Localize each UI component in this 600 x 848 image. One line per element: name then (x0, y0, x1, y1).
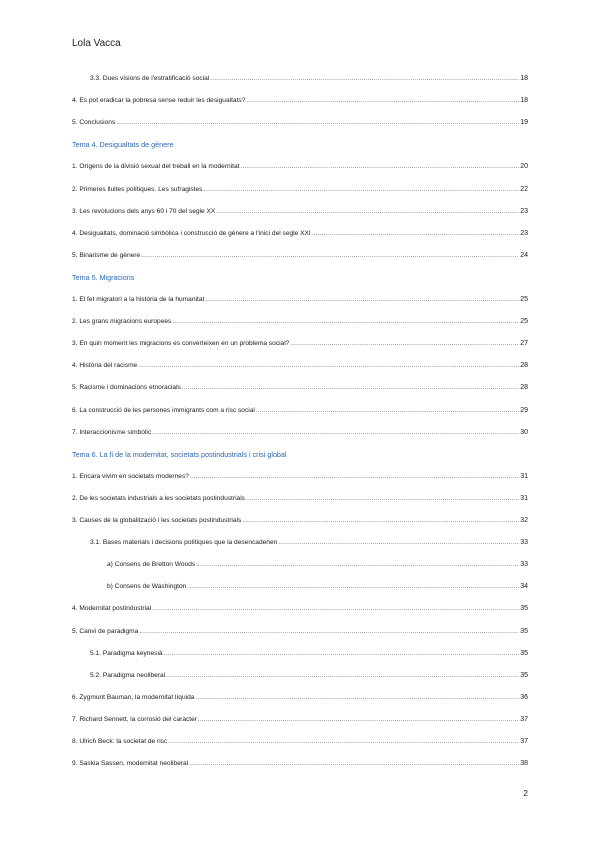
toc-entry-title: 1. Encara vivim en societats modernes? (72, 473, 189, 480)
toc-entry-title: 8. Ulrich Beck: la societat de risc (72, 738, 168, 745)
toc-entry-title: 9. Saskia Sassen, modernitat neoliberal (72, 760, 189, 767)
toc-entry-title: 6. Zygmunt Bauman, la modernitat líquida (72, 694, 195, 701)
toc-entry[interactable] (72, 295, 528, 305)
toc-entry-page-number: 28 (520, 384, 528, 391)
toc-entry-page-number: 18 (520, 75, 528, 82)
toc-entry-page-number: 29 (520, 407, 528, 414)
toc-dot-leader (246, 97, 519, 106)
toc-entry-page-number: 27 (520, 340, 528, 347)
toc-section-heading[interactable]: Tema 4. Desigualtats de gènere (72, 140, 174, 149)
toc-entry-page-number: 35 (520, 650, 528, 657)
toc-entry[interactable] (72, 428, 528, 438)
toc-dot-leader (164, 650, 520, 659)
toc-entry[interactable] (72, 162, 528, 172)
toc-entry-title: 5. Binarisme de gènere (72, 252, 141, 259)
toc-entry-page-number: 38 (520, 760, 528, 767)
toc-entry-page-number: 35 (520, 605, 528, 612)
toc-entry-page-number: 35 (520, 628, 528, 635)
toc-dot-leader (141, 252, 519, 261)
toc-entry-title: 7. Interaccionisme simbòlic (72, 429, 152, 436)
toc-entry-page-number: 18 (520, 97, 528, 104)
toc-entry[interactable] (72, 759, 528, 769)
toc-entry-title: 5. Racisme i dominacions etnoracials (72, 384, 181, 391)
toc-entry-page-number: 23 (520, 208, 528, 215)
toc-entry[interactable] (90, 74, 528, 84)
toc-entry-title: 5.2. Paradigma neoliberal (90, 672, 166, 679)
toc-entry-page-number: 35 (520, 672, 528, 679)
toc-dot-leader (187, 583, 519, 592)
toc-entry[interactable] (90, 538, 528, 548)
toc-entry-page-number: 28 (520, 362, 528, 369)
toc-entry[interactable] (72, 472, 528, 482)
toc-entry[interactable] (72, 317, 528, 327)
toc-entry-title: 4. Història del racisme (72, 362, 138, 369)
toc-entry-page-number: 20 (520, 163, 528, 170)
toc-entry-title: 3.3. Dues visions de l'estratificació social (90, 75, 210, 82)
toc-entry[interactable] (72, 693, 528, 703)
toc-entry-title: 2. De les societats industrials a les societats postindustrials (72, 495, 245, 502)
toc-dot-leader (246, 495, 519, 504)
toc-dot-leader (152, 605, 519, 614)
toc-entry[interactable] (72, 251, 528, 261)
toc-entry-page-number: 22 (520, 186, 528, 193)
toc-entry[interactable] (72, 604, 528, 614)
toc-entry-page-number: 25 (520, 318, 528, 325)
toc-dot-leader (116, 119, 519, 128)
toc-dot-leader (152, 429, 519, 438)
toc-entry[interactable] (72, 516, 528, 526)
toc-entry-title: 2. Primeres lluites polítiques. Les sufragistes (72, 186, 203, 193)
toc-entry-page-number: 36 (520, 694, 528, 701)
toc-dot-leader (139, 628, 519, 637)
toc-entry-page-number: 25 (520, 296, 528, 303)
toc-entry[interactable] (72, 339, 528, 349)
toc-entry[interactable] (107, 582, 528, 592)
toc-dot-leader (166, 672, 519, 681)
toc-dot-leader (196, 561, 519, 570)
toc-entry-page-number: 37 (520, 716, 528, 723)
toc-dot-leader (182, 384, 519, 393)
toc-entry[interactable] (90, 649, 528, 659)
toc-entry-page-number: 33 (520, 561, 528, 568)
toc-dot-leader (278, 539, 519, 548)
toc-dot-leader (195, 694, 519, 703)
toc-entry[interactable] (72, 383, 528, 393)
toc-entry[interactable] (72, 185, 528, 195)
toc-entry-title: 5. Canvi de paradigma (72, 628, 139, 635)
toc-dot-leader (241, 163, 520, 172)
toc-entry-title: 4. Desigualtats, dominació simbòlica i construcció de gènere a l'inici del segle XXI (72, 230, 311, 237)
toc-dot-leader (203, 186, 519, 195)
toc-entry-title: 5.1. Paradigma keynesià (90, 650, 163, 657)
toc-entry-title: 1. Orígens de la divisió sexual del treball en la modernitat (72, 163, 240, 170)
toc-entry-title: 1. El fet migratori a la història de la humanitat (72, 296, 205, 303)
toc-entry-title: 3. Causes de la globalització i les societats postindustrials (72, 517, 242, 524)
toc-entry-title: 3.1. Bases materials i decisions polítiques que la desencadenen (90, 539, 278, 546)
toc-entry-page-number: 37 (520, 738, 528, 745)
page-number: 2 (523, 788, 528, 798)
toc-entry[interactable] (72, 229, 528, 239)
toc-section-heading[interactable]: Tema 6. La fi de la modernitat, societats postindustrials i crisi global (72, 450, 287, 459)
toc-dot-leader (190, 473, 519, 482)
toc-dot-leader (198, 716, 519, 725)
toc-entry[interactable] (72, 96, 528, 106)
toc-section-heading[interactable]: Tema 5. Migracions (72, 273, 135, 282)
toc-entry-page-number: 19 (520, 119, 528, 126)
toc-entry-page-number: 33 (520, 539, 528, 546)
toc-entry-title: a) Consens de Bretton Woods (107, 561, 196, 568)
toc-dot-leader (138, 362, 519, 371)
toc-entry-title: 3. Les revolucions dels anys 60 i 70 del segle XX (72, 208, 216, 215)
toc-dot-leader (216, 208, 519, 217)
toc-entry[interactable] (72, 494, 528, 504)
toc-entry[interactable] (107, 560, 528, 570)
toc-dot-leader (256, 407, 519, 416)
toc-dot-leader (168, 738, 519, 747)
toc-entry[interactable] (90, 671, 528, 681)
toc-entry-title: 3. En quin moment les migracions es converteixen en un problema social? (72, 340, 290, 347)
toc-entry-title: 4. Modernitat postindustrial (72, 605, 152, 612)
toc-entry-title: 6. La construcció de les persones immigrants com a risc social (72, 407, 255, 414)
toc-entry-page-number: 34 (520, 583, 528, 590)
header-author: Lola Vacca (72, 38, 121, 49)
toc-dot-leader (205, 296, 519, 305)
toc-entry-page-number: 31 (520, 473, 528, 480)
toc-entry[interactable] (72, 406, 528, 416)
toc-dot-leader (189, 760, 519, 769)
toc-dot-leader (312, 230, 519, 239)
toc-entry-page-number: 31 (520, 495, 528, 502)
toc-entry[interactable] (72, 715, 528, 725)
toc-entry-title: 2. Les grans migracions europees (72, 318, 172, 325)
toc-entry-page-number: 30 (520, 429, 528, 436)
toc-entry[interactable] (72, 207, 528, 217)
toc-entry[interactable] (72, 361, 528, 371)
toc-entry-page-number: 32 (520, 517, 528, 524)
toc-entry-page-number: 24 (520, 252, 528, 259)
toc-entry[interactable] (72, 118, 528, 128)
toc-dot-leader (172, 318, 519, 327)
toc-dot-leader (242, 517, 519, 526)
toc-entry-title: 5. Conclusions (72, 119, 116, 126)
toc-entry[interactable] (72, 737, 528, 747)
toc-entry-page-number: 23 (520, 230, 528, 237)
toc-entry-title: 7. Richard Sennett, la corrosió del caràcter (72, 716, 197, 723)
toc-entry-title: 4. Es pot eradicar la pobresa sense reduir les desigualtats? (72, 97, 246, 104)
toc-dot-leader (210, 75, 519, 84)
toc-entry-title: b) Consens de Washington (107, 583, 187, 590)
toc-entry[interactable] (72, 627, 528, 637)
toc-dot-leader (290, 340, 519, 349)
